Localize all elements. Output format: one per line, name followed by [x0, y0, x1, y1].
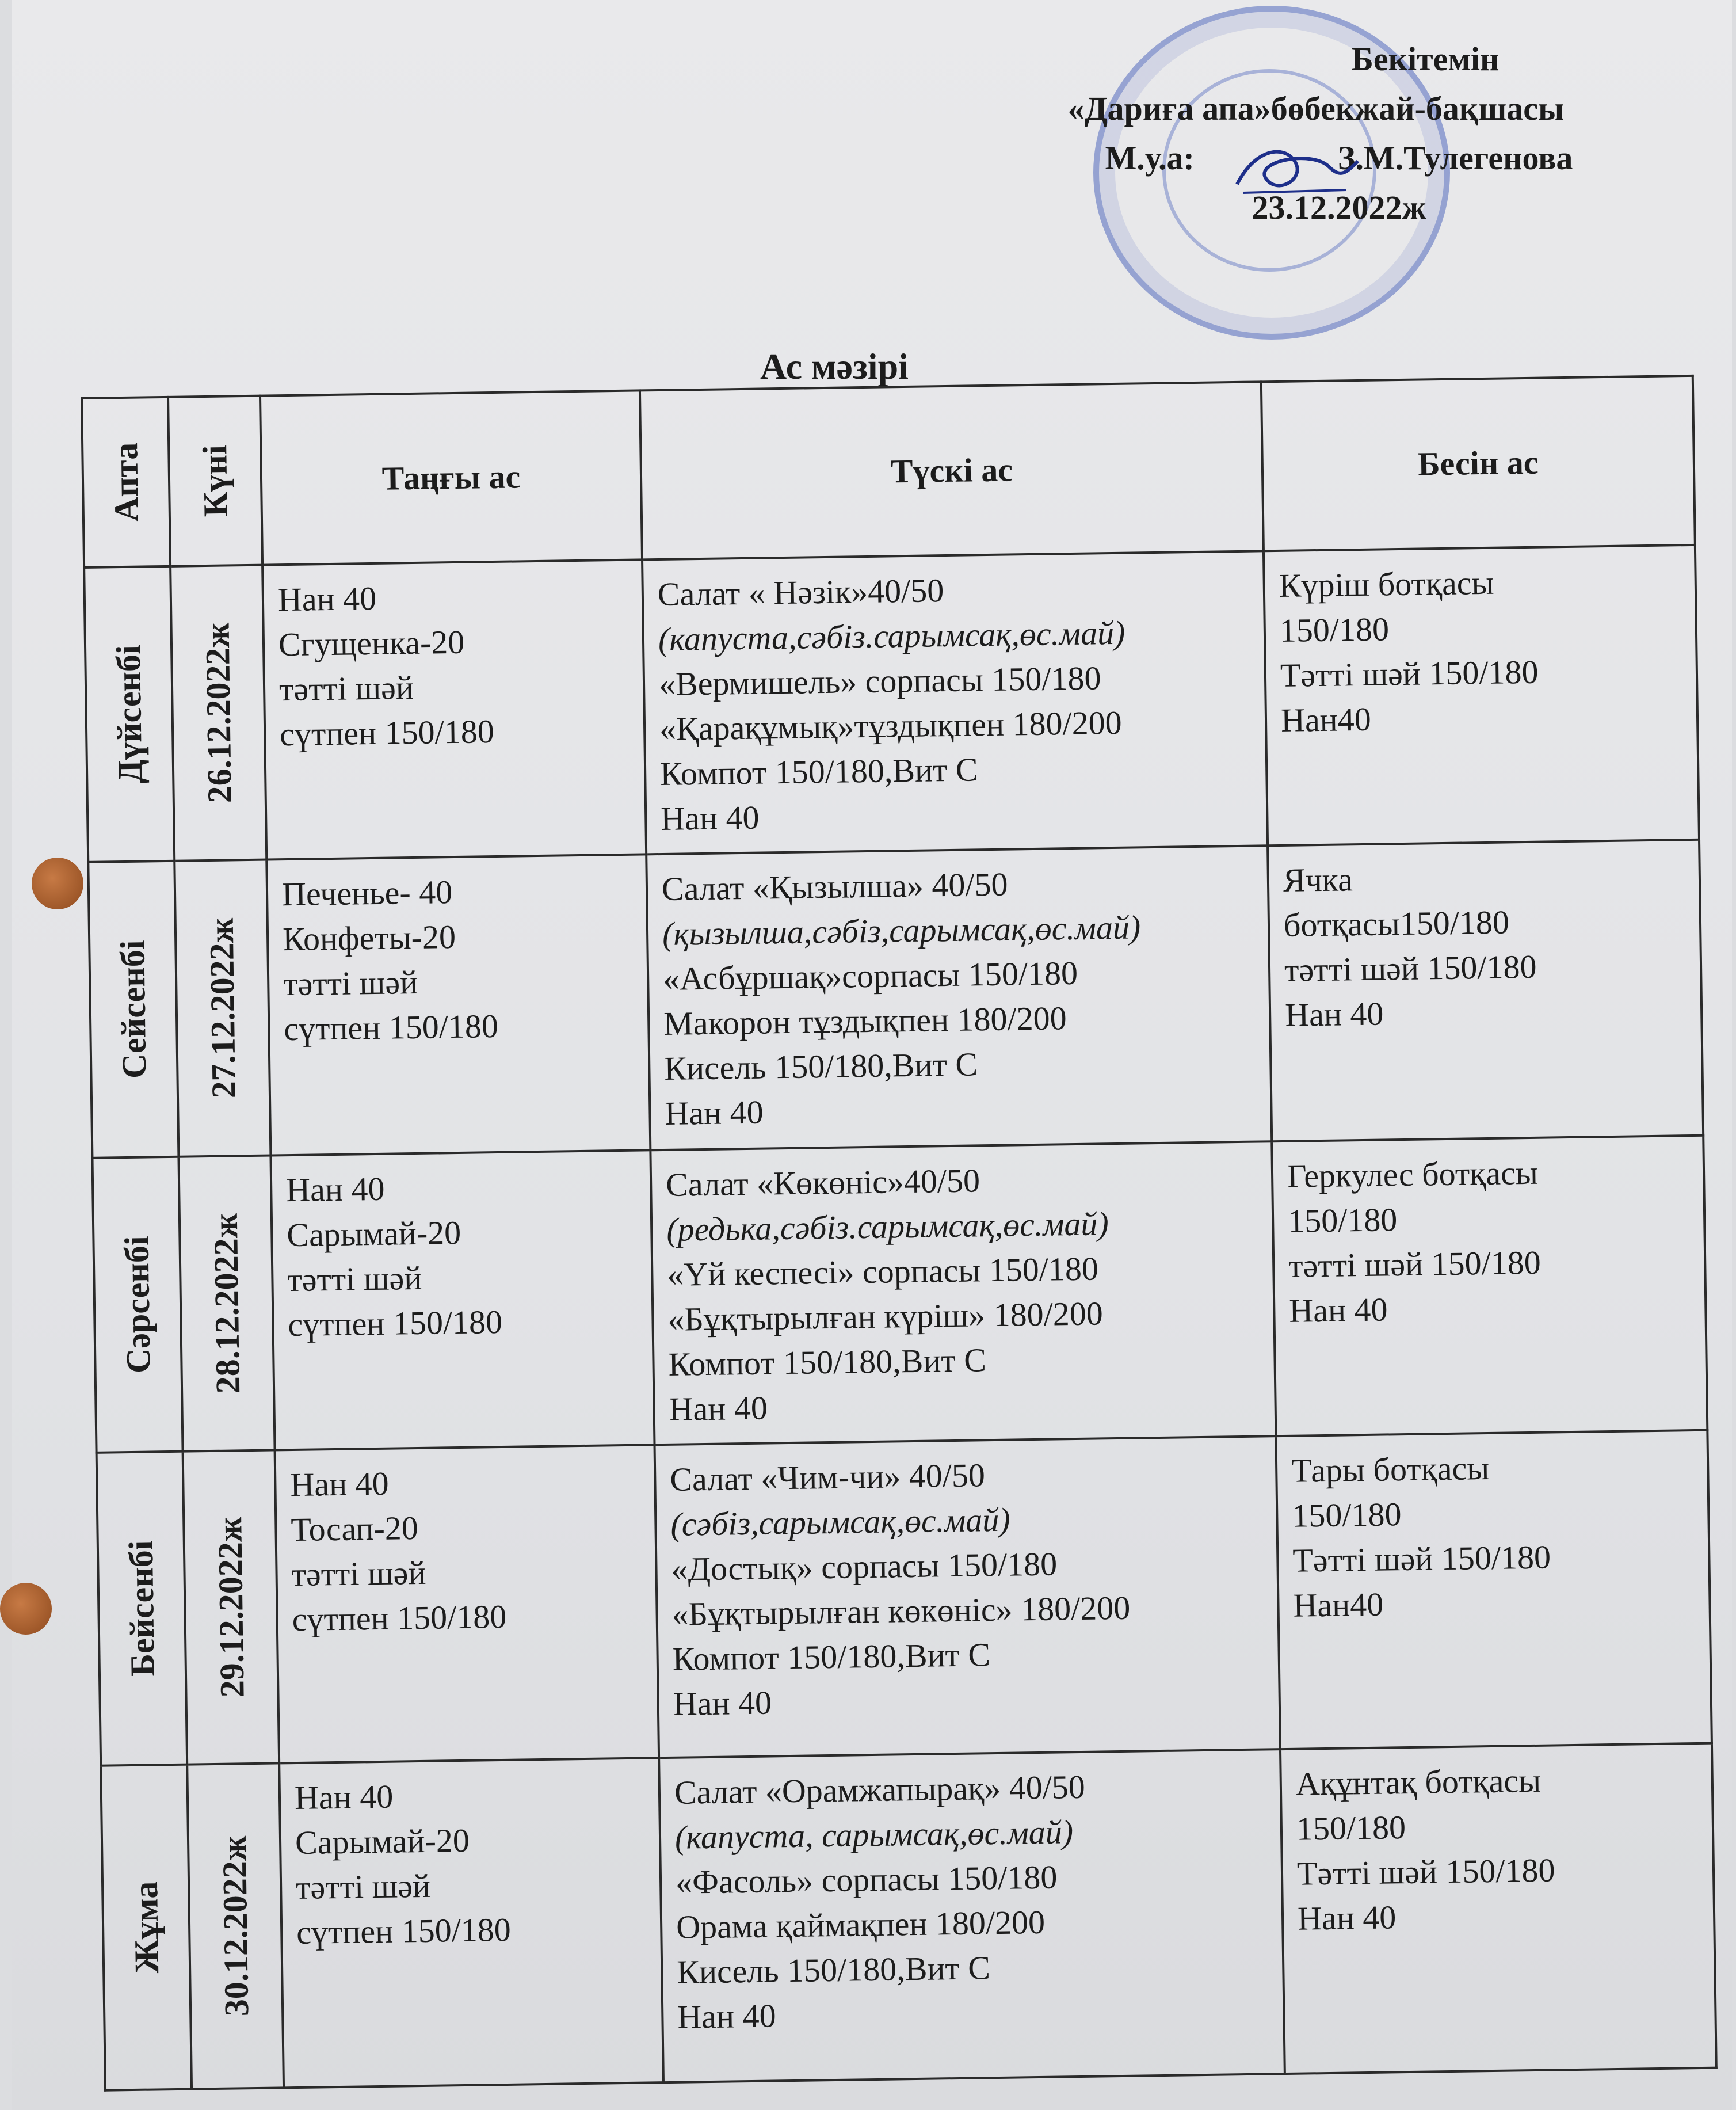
approval-date: 23.12.2022ж	[1252, 189, 1426, 226]
day-name: Бейсенбі	[97, 1452, 188, 1766]
snack-item: Нан 40	[1297, 1898, 1397, 1937]
snack-item: Тары ботқасы	[1291, 1449, 1490, 1490]
lunch-item: Нан 40	[677, 1997, 777, 2036]
day-name: Сейсенбі	[88, 861, 178, 1158]
day-date: 27.12.2022ж	[174, 860, 270, 1157]
table-row	[88, 840, 1703, 1158]
snack-item: Геркулес ботқасы	[1287, 1153, 1539, 1195]
breakfast-cell	[270, 1150, 654, 1450]
breakfast-cell	[262, 559, 646, 859]
snack-cell	[1264, 545, 1699, 845]
snack-item: Тәтті шәй 150/180	[1292, 1538, 1551, 1579]
breakfast-item: сүтпен 150/180	[283, 1007, 499, 1048]
lunch-item: Салат «Көкөніс»40/50	[665, 1161, 980, 1203]
lunch-item: Нан 40	[673, 1684, 772, 1723]
lunch-item: Нан 40	[660, 798, 760, 837]
breakfast-item: Сарымай-20	[295, 1821, 470, 1862]
lunch-item: (қызылша,сәбіз,сарымсақ,өс.май)	[662, 908, 1141, 953]
lunch-item: «Фасоль» сорпасы 150/180	[675, 1858, 1058, 1901]
breakfast-item: сүтпен 150/180	[296, 1910, 512, 1952]
approval-title: Бекітемін	[1351, 40, 1500, 78]
lunch-item: Салат «Орамжапырақ» 40/50	[674, 1768, 1086, 1811]
snack-item: Ячка	[1283, 860, 1353, 899]
snack-item: Нан 40	[1288, 1290, 1388, 1330]
day-date: 30.12.2022ж	[187, 1763, 284, 2089]
snack-item: 150/180	[1291, 1495, 1402, 1534]
signer-name: З.М.Тулегенова	[1337, 139, 1573, 177]
lunch-item: (капуста,сәбіз.сарымсақ,өс.май)	[658, 614, 1125, 658]
table-row	[84, 545, 1699, 862]
breakfast-item: Тосап-20	[291, 1509, 419, 1549]
snack-item: Тәтті шәй 150/180	[1280, 653, 1539, 694]
lunch-item: Салат «Чим-чи» 40/50	[669, 1456, 986, 1498]
lunch-item: (редька,сәбіз.сарымсақ,өс.май)	[666, 1205, 1109, 1248]
snack-item: 150/180	[1279, 610, 1390, 649]
header-row	[82, 376, 1695, 568]
breakfast-cell	[275, 1445, 659, 1763]
day-name: Жұма	[101, 1765, 192, 2090]
breakfast-item: тәтті шәй	[291, 1553, 426, 1594]
lunch-cell	[642, 551, 1268, 854]
lunch-cell	[655, 1436, 1280, 1758]
approval-org: «Дариға апа»бөбекжай-бақшасы	[1067, 90, 1565, 127]
snack-item: Тәтті шәй 150/180	[1296, 1851, 1555, 1892]
day-name: Дүйсенбі	[84, 566, 174, 862]
lunch-item: Компот 150/180,Вит С	[668, 1341, 987, 1383]
snack-item: Нан40	[1280, 700, 1372, 739]
snack-item: 150/180	[1287, 1201, 1398, 1240]
breakfast-item: Нан 40	[294, 1777, 394, 1817]
breakfast-item: Нан 40	[285, 1170, 385, 1209]
snack-cell	[1268, 840, 1703, 1141]
breakfast-item: Печенье- 40	[281, 873, 453, 913]
lunch-item: «Вермишель» сорпасы 150/180	[658, 659, 1101, 703]
lunch-item: Салат «Қызылша» 40/50	[661, 865, 1008, 908]
lunch-item: «Бұқтырылған көкөніс» 180/200	[671, 1589, 1131, 1633]
lunch-item: Компот 150/180,Вит С	[659, 751, 979, 793]
snack-cell	[1280, 1743, 1716, 2074]
punch-hole	[0, 1583, 52, 1635]
lunch-item: Орама қаймақпен 180/200	[676, 1903, 1046, 1946]
lunch-item: Компот 150/180,Вит С	[672, 1636, 991, 1678]
snack-item: Нан 40	[1284, 995, 1384, 1034]
breakfast-item: тәтті шәй	[295, 1867, 431, 1907]
snack-item: Нан40	[1293, 1585, 1384, 1624]
day-date: 26.12.2022ж	[170, 565, 266, 861]
breakfast-item: Сарымай-20	[286, 1213, 461, 1254]
lunch-item: Макорон тұздықпен 180/200	[663, 999, 1067, 1042]
snack-item: тәтті шәй 150/180	[1284, 947, 1537, 989]
lunch-item: Нан 40	[669, 1389, 768, 1428]
breakfast-item: Сгущенка-20	[278, 623, 465, 664]
lunch-cell	[646, 845, 1272, 1150]
breakfast-item: Нан 40	[277, 579, 377, 619]
breakfast-item: тәтті шәй	[287, 1259, 422, 1299]
signature-mark	[1231, 138, 1364, 207]
menu-table	[81, 375, 1718, 2092]
breakfast-item: Конфеты-20	[282, 917, 456, 958]
lunch-cell	[650, 1141, 1276, 1445]
snack-cell	[1276, 1430, 1712, 1749]
document-title: Ас мәзірі	[760, 346, 909, 387]
snack-item: Ақұнтақ ботқасы	[1295, 1761, 1542, 1803]
day-name: Сәрсенбі	[92, 1157, 182, 1453]
day-date: 29.12.2022ж	[183, 1450, 280, 1764]
lunch-item: «Асбұршақ»сорпасы 150/180	[662, 954, 1078, 997]
snack-item: Күріш ботқасы	[1279, 563, 1494, 604]
lunch-item: «Үй кеспесі» сорпасы 150/180	[666, 1250, 1099, 1293]
table-row	[97, 1430, 1712, 1766]
header-breakfast: Таңғы ас	[260, 390, 642, 565]
snack-item: 150/180	[1296, 1808, 1406, 1848]
lunch-item: (капуста, сарымсақ,өс.май)	[674, 1813, 1074, 1856]
lunch-item: «Бұқтырылған күріш» 180/200	[667, 1294, 1104, 1338]
lunch-item: Нан 40	[665, 1093, 764, 1132]
punch-hole	[32, 858, 83, 909]
table-row	[92, 1136, 1707, 1453]
lunch-item: «Қарақұмық»тұздықпен 180/200	[659, 703, 1123, 748]
breakfast-item: тәтті шәй	[283, 963, 418, 1003]
breakfast-item: тәтті шәй	[278, 668, 414, 709]
lunch-item: Кисель 150/180,Вит С	[663, 1045, 978, 1087]
lunch-item: (сәбіз,сарымсақ,өс.май)	[670, 1500, 1011, 1543]
snack-cell	[1272, 1136, 1707, 1436]
signer-role: М.у.а:	[1105, 139, 1195, 177]
breakfast-item: сүтпен 150/180	[288, 1302, 503, 1344]
day-date: 28.12.2022ж	[178, 1156, 274, 1452]
lunch-item: «Достық» сорпасы 150/180	[671, 1545, 1058, 1588]
lunch-item: Кисель 150/180,Вит С	[676, 1949, 991, 1991]
breakfast-item: Нан 40	[289, 1464, 390, 1504]
breakfast-item: сүтпен 150/180	[279, 713, 495, 753]
snack-item: тәтті шәй 150/180	[1288, 1243, 1542, 1285]
breakfast-cell	[266, 854, 650, 1155]
lunch-cell	[659, 1749, 1285, 2082]
breakfast-item: сүтпен 150/180	[292, 1597, 507, 1639]
lunch-item: Салат « Нәзік»40/50	[657, 572, 944, 614]
header-week: Апта	[82, 397, 170, 568]
snack-item: ботқасы150/180	[1283, 903, 1510, 944]
header-lunch: Түскі ас	[640, 382, 1264, 559]
breakfast-cell	[279, 1758, 663, 2088]
table-row	[101, 1743, 1716, 2090]
header-date: Күні	[168, 396, 262, 566]
header-snack: Бесін ас	[1261, 376, 1695, 551]
